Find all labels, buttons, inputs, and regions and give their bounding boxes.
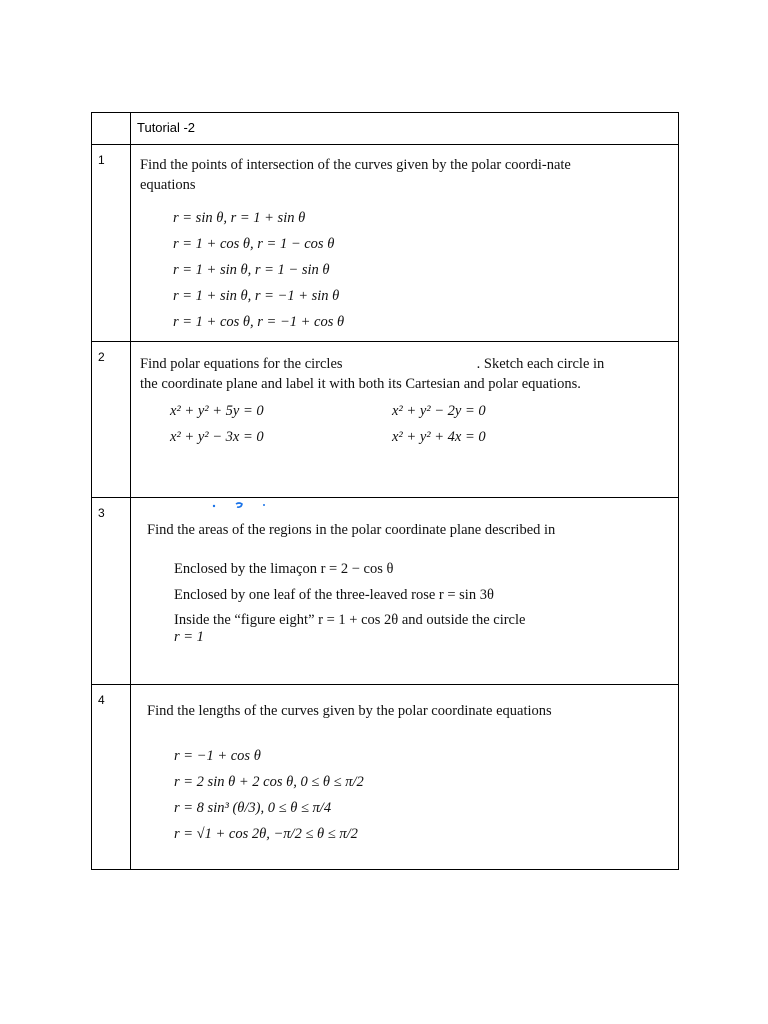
- question-number-cell: [92, 342, 131, 498]
- question-text: Find the lengths of the curves given by the polar coordinate equations: [147, 703, 552, 719]
- question-content-cell: [131, 498, 679, 685]
- question-number: 1: [98, 153, 105, 167]
- question-number-cell: [92, 685, 131, 870]
- equation: x² + y² − 3x = 0: [170, 429, 264, 445]
- blue-glyph: [236, 503, 242, 507]
- equation: r = 1 + cos θ, r = −1 + cos θ: [173, 314, 345, 330]
- region-item: r = 1: [174, 629, 204, 645]
- header-title-cell: [131, 113, 679, 145]
- header-number-cell: [92, 113, 131, 145]
- region-item: Inside the “figure eight” r = 1 + cos 2θ and outside the circle: [174, 612, 526, 628]
- region-item: Enclosed by the limaçon r = 2 − cos θ: [174, 561, 394, 577]
- question-row-2: [92, 342, 679, 498]
- equation: r = √1 + cos 2θ, −π/2 ≤ θ ≤ π/2: [174, 826, 358, 842]
- question-row-3: [92, 498, 679, 685]
- blue-mark-artifact: [190, 502, 270, 510]
- blue-dot: [263, 504, 265, 506]
- equation: x² + y² + 5y = 0: [170, 403, 264, 419]
- question-number: 3: [98, 506, 105, 520]
- equation: r = −1 + cos θ: [174, 748, 261, 764]
- question-content-cell: [131, 342, 679, 498]
- question-row-4: [92, 685, 679, 870]
- equation: x² + y² + 4x = 0: [392, 429, 486, 445]
- equation: r = 8 sin³ (θ/3), 0 ≤ θ ≤ π/4: [174, 800, 332, 816]
- question-number: 4: [98, 693, 105, 707]
- question-row-1: [92, 145, 679, 342]
- region-item: Enclosed by one leaf of the three-leaved rose r = sin 3θ: [174, 587, 494, 603]
- question-number-cell: [92, 145, 131, 342]
- equation: r = 1 + cos θ, r = 1 − cos θ: [173, 236, 335, 252]
- equation: r = 2 sin θ + 2 cos θ, 0 ≤ θ ≤ π/2: [174, 774, 364, 790]
- blue-dot: [213, 505, 215, 507]
- question-number: 2: [98, 350, 105, 364]
- header-row: [92, 113, 679, 145]
- equation: x² + y² − 2y = 0: [392, 403, 486, 419]
- question-content-cell: [131, 145, 679, 342]
- equation: r = 1 + sin θ, r = 1 − sin θ: [173, 262, 330, 278]
- question-text: Find polar equations for the circles . Sketch each circle in the coordinate plane and label it with both its Cartesian and polar equations.: [140, 356, 608, 392]
- question-text: Find the areas of the regions in the polar coordinate plane described in: [147, 522, 556, 538]
- tutorial-table: [91, 112, 679, 870]
- tutorial-title: Tutorial -2: [137, 120, 196, 135]
- equation: r = 1 + sin θ, r = −1 + sin θ: [173, 288, 340, 304]
- question-text: Find the points of intersection of the curves given by the polar coordi-nate equations: [140, 157, 571, 193]
- equation: r = sin θ, r = 1 + sin θ: [173, 210, 306, 226]
- question-number-cell: [92, 498, 131, 685]
- question-content-cell: [131, 685, 679, 870]
